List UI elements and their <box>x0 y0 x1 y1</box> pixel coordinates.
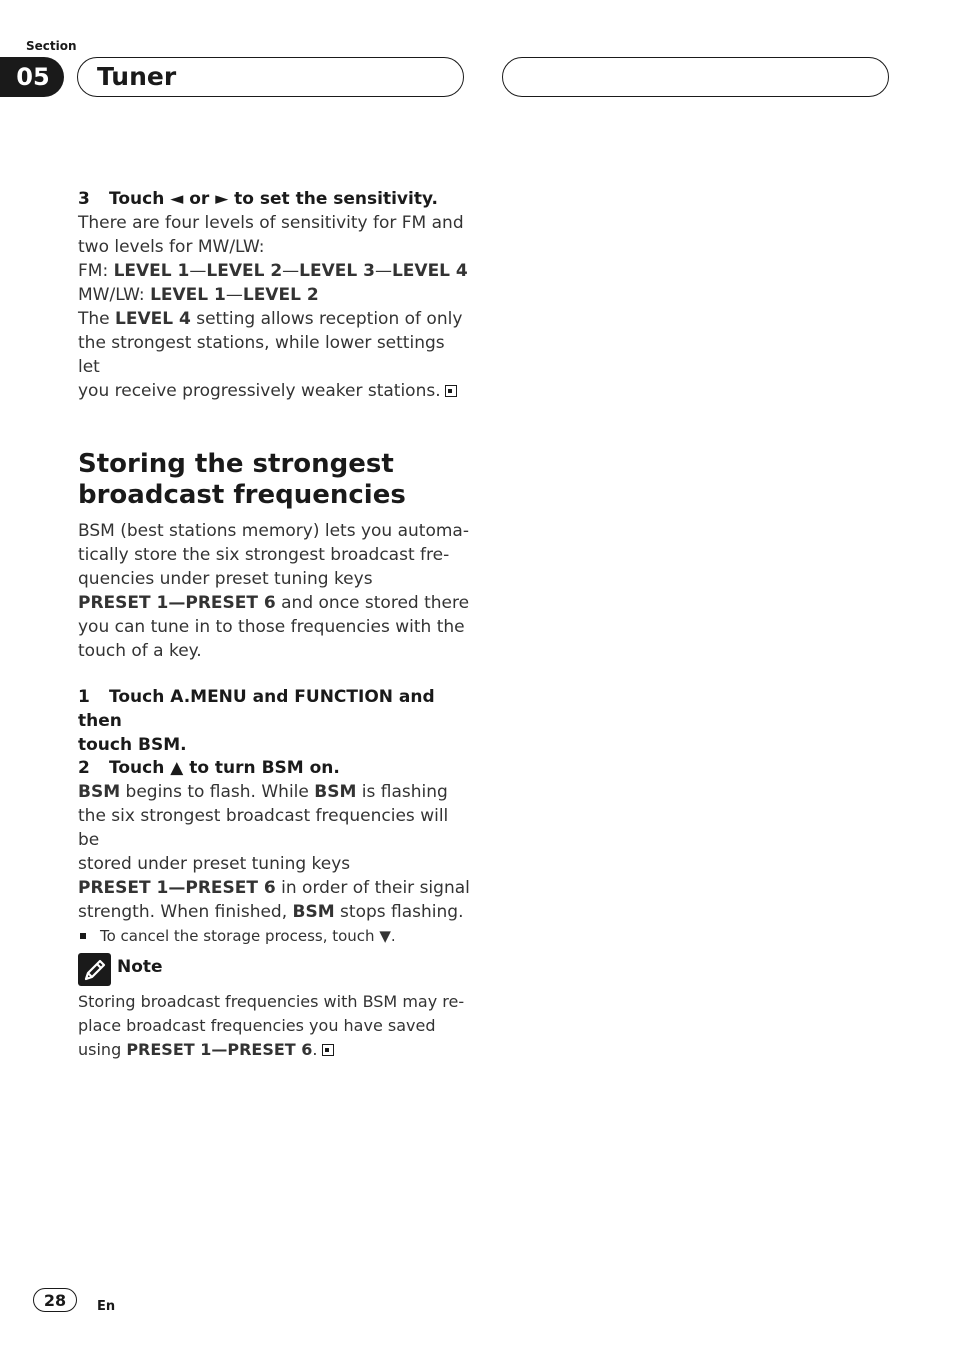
step-3-title: 3 Touch ◄ or ► to set the sensitivity. <box>78 189 438 209</box>
mw-levels-line: MW/LW: LEVEL 1—LEVEL 2 <box>78 285 319 305</box>
language-label: En <box>97 1299 116 1314</box>
paragraph-line: the strongest stations, while lower settings let <box>78 333 445 377</box>
section-heading: Storing the strongest broadcast frequencies <box>78 449 406 510</box>
bsm-intro: BSM (best stations memory) lets you automa- tically store the six strongest broadcast fre- quencies under preset tuning keys PRESET 1—PRESET 6 and once stored there you can tune in to those frequencies with the touch of a key. <box>78 521 470 661</box>
chapter-title: Tuner <box>97 62 177 91</box>
step-1-title: 1 Touch A.MENU and FUNCTION and then touch BSM. <box>78 687 435 755</box>
note-pencil-icon <box>78 953 111 986</box>
end-mark-icon <box>445 385 457 397</box>
note-text: Storing broadcast frequencies with BSM may re- place broadcast frequencies you have saved using PRESET 1—PRESET 6. <box>78 992 465 1059</box>
bullet-item: To cancel the storage process, touch ▼. <box>78 926 470 946</box>
bullet-icon <box>80 933 86 939</box>
note-label: Note <box>117 957 163 977</box>
step-3-block <box>78 187 470 403</box>
section-label: Section <box>26 39 77 53</box>
paragraph-line: two levels for MW/LW: <box>78 237 265 257</box>
section-number-badge: 05 <box>0 57 64 97</box>
paragraph-line: you receive progressively weaker stations. <box>78 379 470 403</box>
right-header-frame <box>502 57 889 97</box>
paragraph-line: There are four levels of sensitivity for FM and <box>78 213 464 233</box>
step-2-block: 2 Touch ▲ to turn BSM on. BSM begins to flash. While BSM is flashing the six strongest broadcast frequencies will be stored under preset tuning keys PRESET 1—PRESET 6 in order of their signal strength. When finished, BSM stops flashing. To cancel the storage process, touch ▼. <box>78 758 470 945</box>
page-number: 28 <box>33 1288 77 1312</box>
paragraph-line: The LEVEL 4 setting allows reception of only <box>78 309 463 329</box>
fm-levels-line: FM: LEVEL 1—LEVEL 2—LEVEL 3—LEVEL 4 <box>78 261 468 281</box>
step-2-title: 2 Touch ▲ to turn BSM on. <box>78 758 340 778</box>
end-mark-icon <box>322 1044 334 1056</box>
